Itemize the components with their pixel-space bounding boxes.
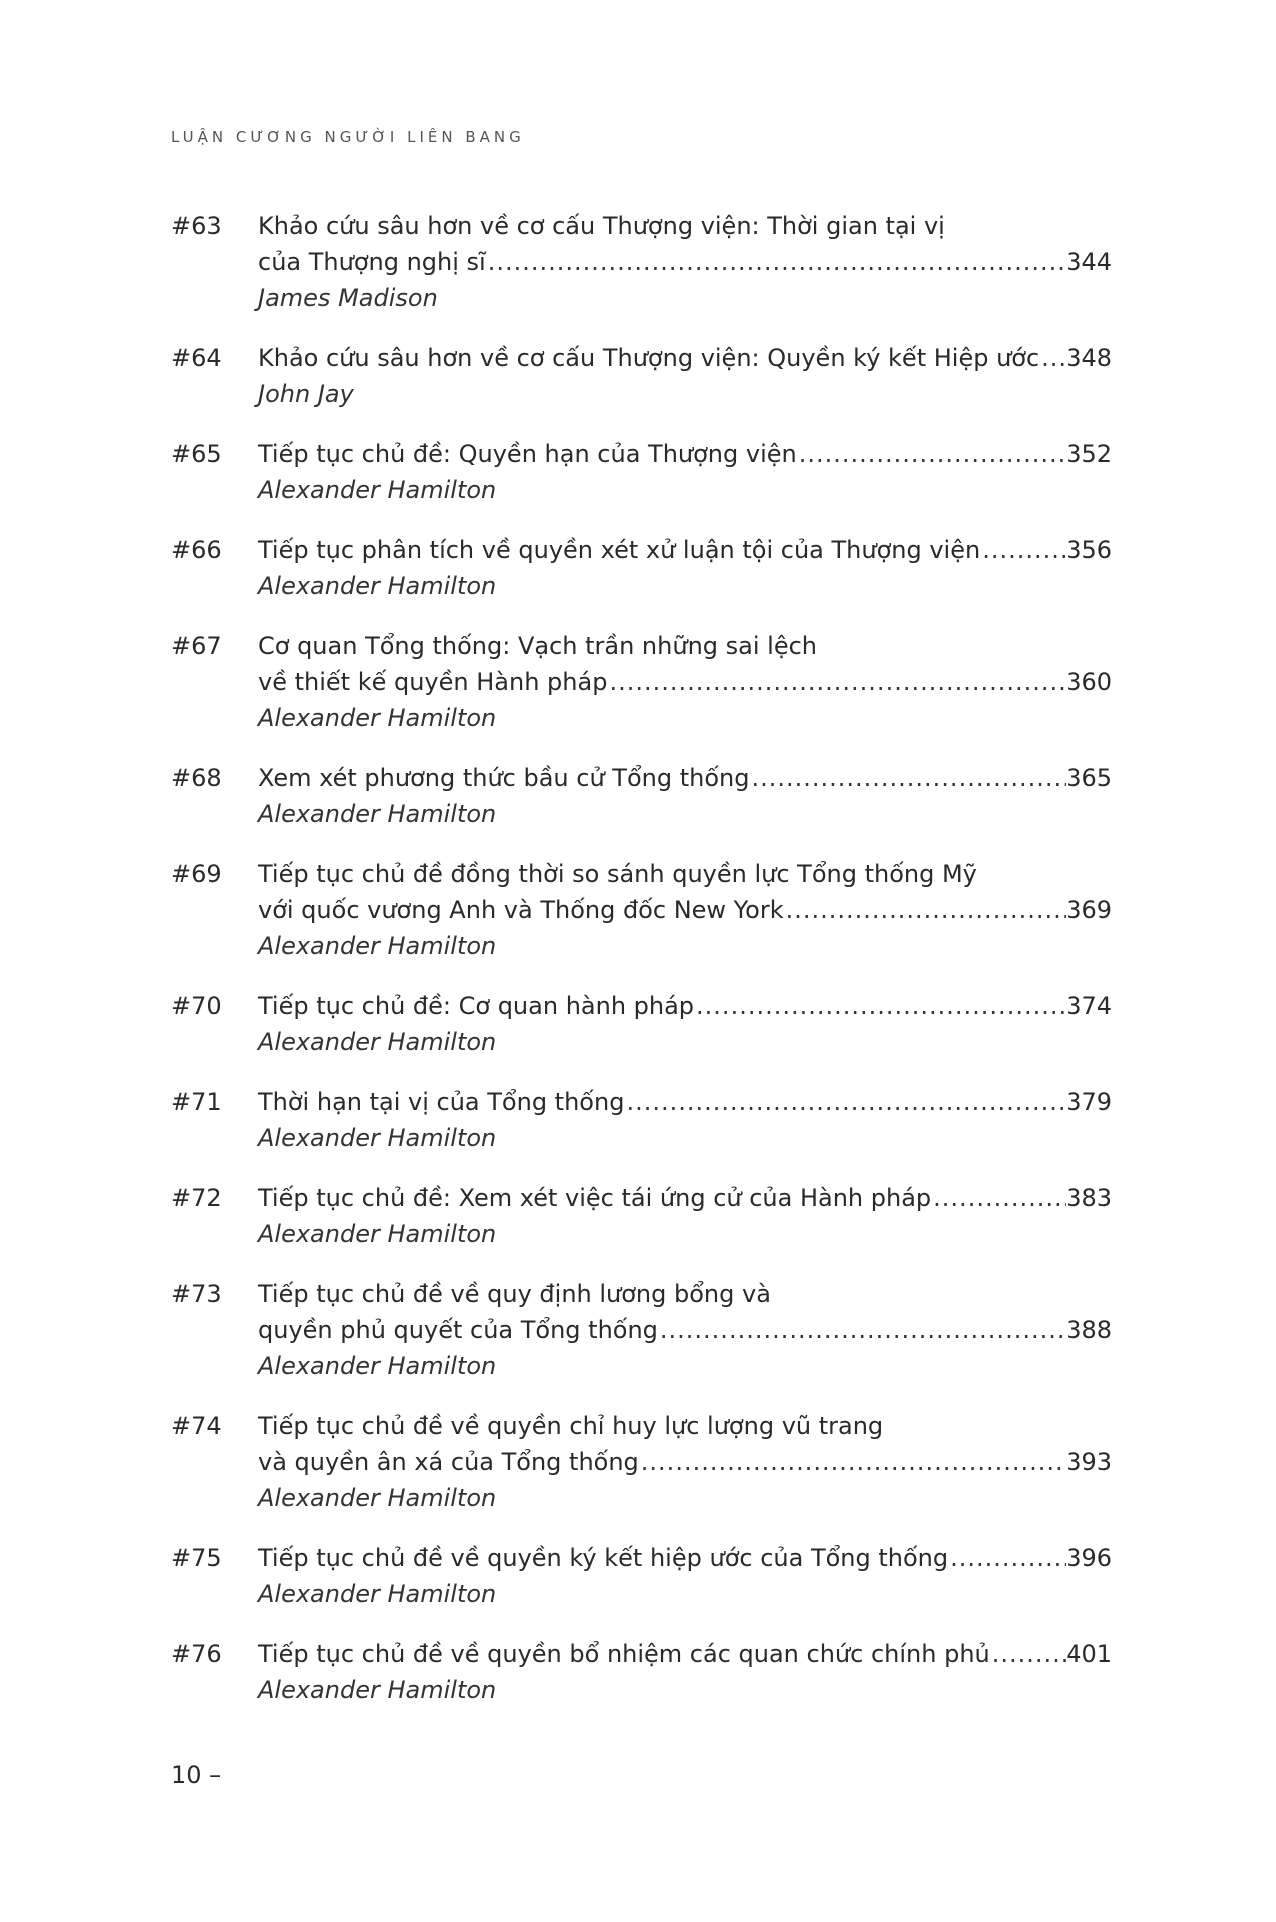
entry-title-text: Tiếp tục chủ đề về quyền ký kết hiệp ước của Tổng thống <box>258 1544 949 1572</box>
page-number: 379 <box>1066 1088 1112 1116</box>
toc-entry[interactable] <box>171 760 1112 832</box>
entry-author: Alexander Hamilton <box>258 1352 497 1380</box>
entry-title-text: quyền phủ quyết của Tổng thống <box>258 1316 658 1344</box>
dot-leader <box>980 532 1066 568</box>
entry-author: Alexander Hamilton <box>258 1580 497 1608</box>
entry-author: Alexander Hamilton <box>258 572 497 600</box>
entry-body <box>258 340 1112 412</box>
entry-body <box>258 1084 1112 1156</box>
entry-author: James Madison <box>258 284 438 312</box>
page-number: 396 <box>1066 1544 1112 1572</box>
entry-author: Alexander Hamilton <box>258 704 497 732</box>
entry-number: #72 <box>171 1184 222 1212</box>
entry-number: #70 <box>171 992 222 1020</box>
dot-leader <box>784 892 1067 928</box>
entry-leader-line <box>258 436 1112 472</box>
entry-leader-line <box>258 892 1112 928</box>
toc-entry[interactable] <box>171 856 1112 964</box>
toc-entry[interactable] <box>171 1084 1112 1156</box>
entry-leader-line <box>258 1180 1112 1216</box>
entry-title-line: Tiếp tục chủ đề đồng thời so sánh quyền lực Tổng thống Mỹ <box>258 860 977 888</box>
page-number: 344 <box>1066 248 1112 276</box>
entry-title-text: Tiếp tục chủ đề về quyền bổ nhiệm các quan chức chính phủ <box>258 1640 990 1668</box>
page-footer-number: 10 – <box>171 1761 222 1789</box>
toc-entry[interactable] <box>171 988 1112 1060</box>
entry-title-line: Tiếp tục chủ đề về quyền chỉ huy lực lượng vũ trang <box>258 1412 884 1440</box>
entry-leader-line <box>258 1636 1112 1672</box>
entry-title-line: Cơ quan Tổng thống: Vạch trần những sai lệch <box>258 632 817 660</box>
entry-title-text: của Thượng nghị sĩ <box>258 248 486 276</box>
dot-leader <box>694 988 1066 1024</box>
page-number: 352 <box>1066 440 1112 468</box>
entry-body <box>258 1408 1112 1516</box>
table-of-contents <box>171 208 1112 1732</box>
toc-entry[interactable] <box>171 436 1112 508</box>
entry-number: #64 <box>171 344 222 372</box>
entry-body <box>258 1540 1112 1612</box>
page-number: 401 <box>1066 1640 1112 1668</box>
toc-entry[interactable] <box>171 532 1112 604</box>
entry-leader-line <box>258 1540 1112 1576</box>
entry-number: #75 <box>171 1544 222 1572</box>
entry-title-text: Tiếp tục phân tích về quyền xét xử luận tội của Thượng viện <box>258 536 981 564</box>
toc-entry[interactable] <box>171 340 1112 412</box>
entry-leader-line <box>258 532 1112 568</box>
dot-leader <box>639 1444 1066 1480</box>
entry-leader-line <box>258 664 1112 700</box>
entry-number: #68 <box>171 764 222 792</box>
entry-leader-line <box>258 988 1112 1024</box>
entry-number: #67 <box>171 632 222 660</box>
entry-title-text: với quốc vương Anh và Thống đốc New York <box>258 896 784 924</box>
dot-leader <box>624 1084 1066 1120</box>
entry-number: #63 <box>171 212 222 240</box>
entry-leader-line <box>258 340 1112 376</box>
entry-body <box>258 532 1112 604</box>
dot-leader <box>990 1636 1066 1672</box>
toc-entry[interactable] <box>171 628 1112 736</box>
entry-body <box>258 856 1112 964</box>
dot-leader <box>797 436 1066 472</box>
entry-number: #73 <box>171 1280 222 1308</box>
page-number: 360 <box>1066 668 1112 696</box>
entry-number: #71 <box>171 1088 222 1116</box>
entry-leader-line <box>258 1084 1112 1120</box>
page-number: 348 <box>1066 344 1112 372</box>
dot-leader <box>658 1312 1066 1348</box>
entry-title-line: Tiếp tục chủ đề về quy định lương bổng và <box>258 1280 771 1308</box>
entry-number: #76 <box>171 1640 222 1668</box>
toc-entry[interactable] <box>171 1540 1112 1612</box>
entry-body <box>258 760 1112 832</box>
page-number: 374 <box>1066 992 1112 1020</box>
entry-author: Alexander Hamilton <box>258 800 497 828</box>
toc-entry[interactable] <box>171 1180 1112 1252</box>
dot-leader <box>749 760 1066 796</box>
toc-entry[interactable] <box>171 1276 1112 1384</box>
dot-leader <box>486 244 1066 280</box>
entry-title-text: Tiếp tục chủ đề: Xem xét việc tái ứng cử của Hành pháp <box>258 1184 932 1212</box>
entry-body <box>258 988 1112 1060</box>
toc-entry[interactable] <box>171 208 1112 316</box>
entry-author: Alexander Hamilton <box>258 932 497 960</box>
page-number: 388 <box>1066 1316 1112 1344</box>
entry-title-text: về thiết kế quyền Hành pháp <box>258 668 608 696</box>
entry-number: #65 <box>171 440 222 468</box>
entry-leader-line <box>258 1312 1112 1348</box>
dot-leader <box>1039 340 1066 376</box>
entry-author: Alexander Hamilton <box>258 1028 497 1056</box>
page-number: 383 <box>1066 1184 1112 1212</box>
entry-author: Alexander Hamilton <box>258 1124 497 1152</box>
toc-entry[interactable] <box>171 1636 1112 1708</box>
entry-author: Alexander Hamilton <box>258 1484 497 1512</box>
dot-leader <box>948 1540 1066 1576</box>
dot-leader <box>931 1180 1066 1216</box>
entry-body <box>258 208 1112 316</box>
entry-leader-line <box>258 760 1112 796</box>
entry-author: John Jay <box>258 380 354 408</box>
dot-leader <box>607 664 1066 700</box>
entry-title-line: Khảo cứu sâu hơn về cơ cấu Thượng viện: Thời gian tại vị <box>258 212 945 240</box>
entry-title-text: Khảo cứu sâu hơn về cơ cấu Thượng viện: Quyền ký kết Hiệp ước <box>258 344 1040 372</box>
entry-body <box>258 436 1112 508</box>
page-number: 369 <box>1066 896 1112 924</box>
page-number: 365 <box>1066 764 1112 792</box>
page-number: 393 <box>1066 1448 1112 1476</box>
entry-author: Alexander Hamilton <box>258 1220 497 1248</box>
entry-leader-line <box>258 244 1112 280</box>
entry-author: Alexander Hamilton <box>258 476 497 504</box>
toc-entry[interactable] <box>171 1408 1112 1516</box>
entry-title-text: Xem xét phương thức bầu cử Tổng thống <box>258 764 750 792</box>
entry-body <box>258 1636 1112 1708</box>
entry-body <box>258 1276 1112 1384</box>
running-header: LUẬN CƯƠNG NGƯỜI LIÊN BANG <box>171 128 525 146</box>
entry-body <box>258 1180 1112 1252</box>
entry-number: #66 <box>171 536 222 564</box>
entry-title-text: và quyền ân xá của Tổng thống <box>258 1448 639 1476</box>
page-number: 356 <box>1066 536 1112 564</box>
entry-leader-line <box>258 1444 1112 1480</box>
entry-number: #74 <box>171 1412 222 1440</box>
entry-body <box>258 628 1112 736</box>
entry-title-text: Thời hạn tại vị của Tổng thống <box>258 1088 625 1116</box>
entry-number: #69 <box>171 860 222 888</box>
entry-title-text: Tiếp tục chủ đề: Cơ quan hành pháp <box>258 992 695 1020</box>
entry-author: Alexander Hamilton <box>258 1676 497 1704</box>
entry-title-text: Tiếp tục chủ đề: Quyền hạn của Thượng viện <box>258 440 797 468</box>
